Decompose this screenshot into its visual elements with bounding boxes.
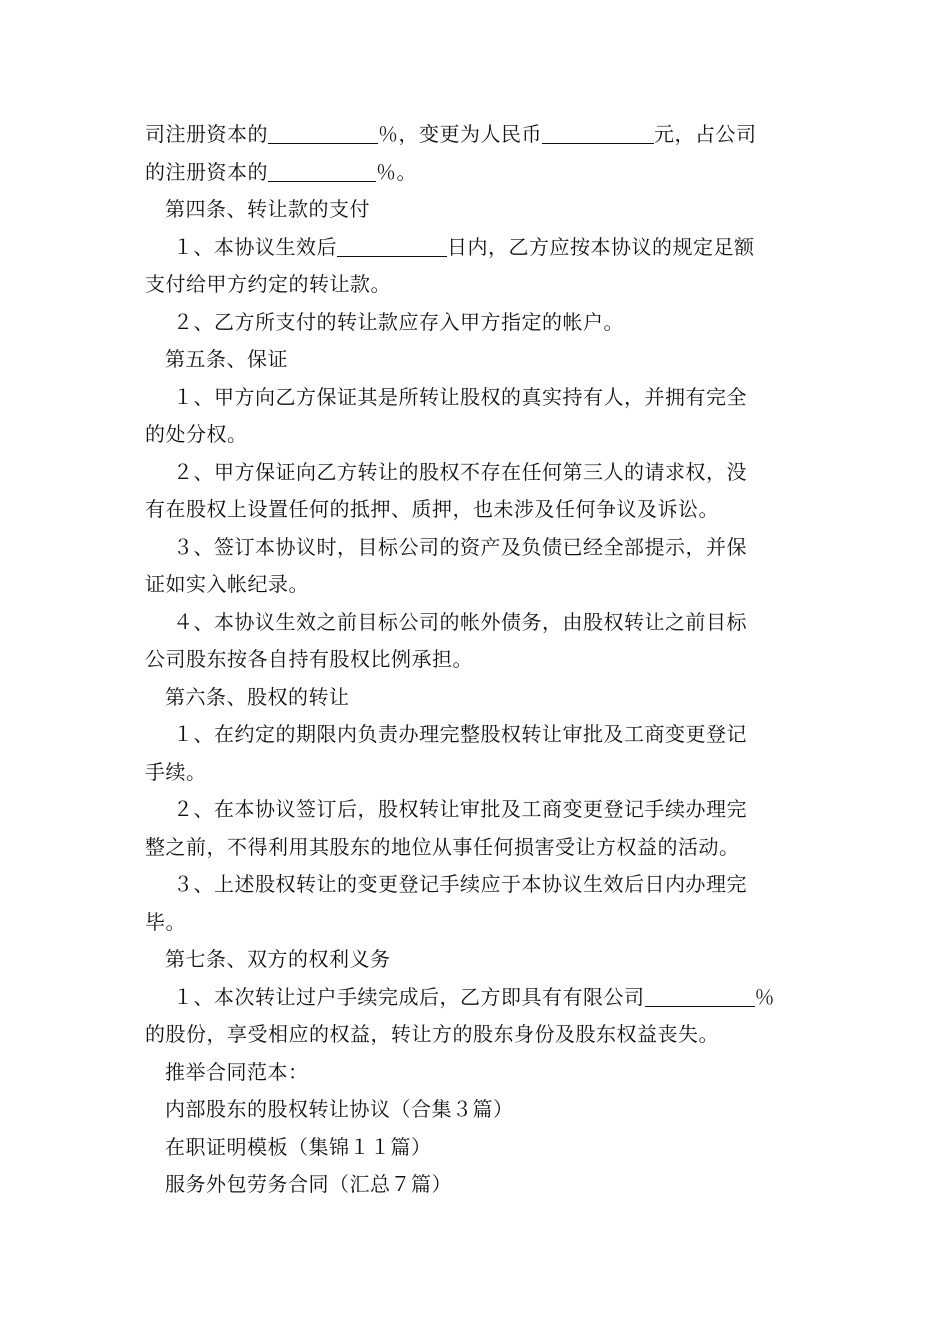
article5-item4-line-2: 公司股东按各自持有股权比例承担。	[145, 647, 473, 671]
article6-item1-line-2: 手续。	[145, 759, 207, 784]
recommend-title: 推举合同范本：	[165, 1059, 309, 1084]
text-segment: 元，占公司	[654, 122, 757, 146]
recommend-link-2[interactable]: 在职证明模板（集锦１１篇）	[165, 1134, 432, 1159]
article6-item2-line-1: ２、在本协议签订后，股权转让审批及工商变更登记手续办理完	[173, 797, 747, 821]
text-segment: 司注册资本的	[145, 122, 268, 146]
article4-title: 第四条、转让款的支付	[165, 197, 370, 221]
recommend-link-3[interactable]: 服务外包劳务合同（汇总７篇）	[165, 1172, 452, 1196]
text-segment: 日内，乙方应按本协议的规定足额	[447, 234, 755, 259]
article5-item1-line-1: １、甲方向乙方保证其是所转让股权的真实持有人，并拥有完全	[173, 384, 747, 409]
article4-item2: ２、乙方所支付的转让款应存入甲方指定的帐户。	[173, 309, 624, 334]
article4-item1-line-2: 支付给甲方约定的转让款。	[145, 272, 391, 296]
text-segment: ％	[754, 984, 775, 1009]
document-page	[145, 116, 815, 1204]
article6-title: 第六条、股权的转让	[165, 684, 350, 709]
text-segment: １、本次转让过户手续完成后，乙方即具有有限公司	[173, 984, 645, 1009]
article7-item1-line-2: 的股份，享受相应的权益，转让方的股东身份及股东权益丧失。	[145, 1022, 719, 1046]
article5-item1-line-2: 的处分权。	[145, 422, 248, 446]
article6-item3-line-2: 毕。	[145, 909, 186, 934]
text-segment: ％。	[376, 159, 417, 184]
article5-item2-line-1: ２、甲方保证向乙方转让的股权不存在任何第三人的请求权，没	[173, 459, 747, 484]
article6-item2-line-2: 整之前，不得利用其股东的地位从事任何损害受让方权益的活动。	[145, 834, 740, 859]
article7-item1-line-1	[145, 979, 815, 1017]
article6-item3-line-1: ３、上述股权转让的变更登记手续应于本协议生效后日内办理完	[173, 872, 747, 896]
article5-item3-line-2: 证如实入帐纪录。	[145, 572, 309, 596]
article5-item2-line-2: 有在股权上设置任何的抵押、质押，也未涉及任何争议及诉讼。	[145, 497, 719, 521]
text-segment: １、本协议生效后	[173, 234, 337, 259]
article4-item1-line-1	[145, 229, 815, 267]
article5-title: 第五条、保证	[165, 347, 288, 371]
blank-field	[542, 121, 654, 144]
text-segment: 的注册资本的	[145, 159, 268, 184]
blank-field	[268, 159, 376, 182]
article7-title: 第七条、双方的权利义务	[165, 947, 391, 971]
article6-item1-line-1: １、在约定的期限内负责办理完整股权转让审批及工商变更登记	[173, 722, 747, 746]
blank-field	[645, 984, 755, 1007]
blank-field	[268, 121, 378, 144]
text-segment: ％，变更为人民币	[378, 122, 542, 146]
blank-field	[337, 234, 447, 257]
article5-item3-line-1: ３、签订本协议时，目标公司的资产及负债已经全部提示，并保	[173, 534, 747, 559]
article3-continuation-line-2	[145, 154, 815, 192]
article5-item4-line-1: ４、本协议生效之前目标公司的帐外债务，由股权转让之前目标	[173, 609, 747, 634]
recommend-link-1[interactable]: 内部股东的股权转让协议（合集３篇）	[165, 1097, 514, 1121]
article3-continuation-line-1	[145, 116, 815, 154]
